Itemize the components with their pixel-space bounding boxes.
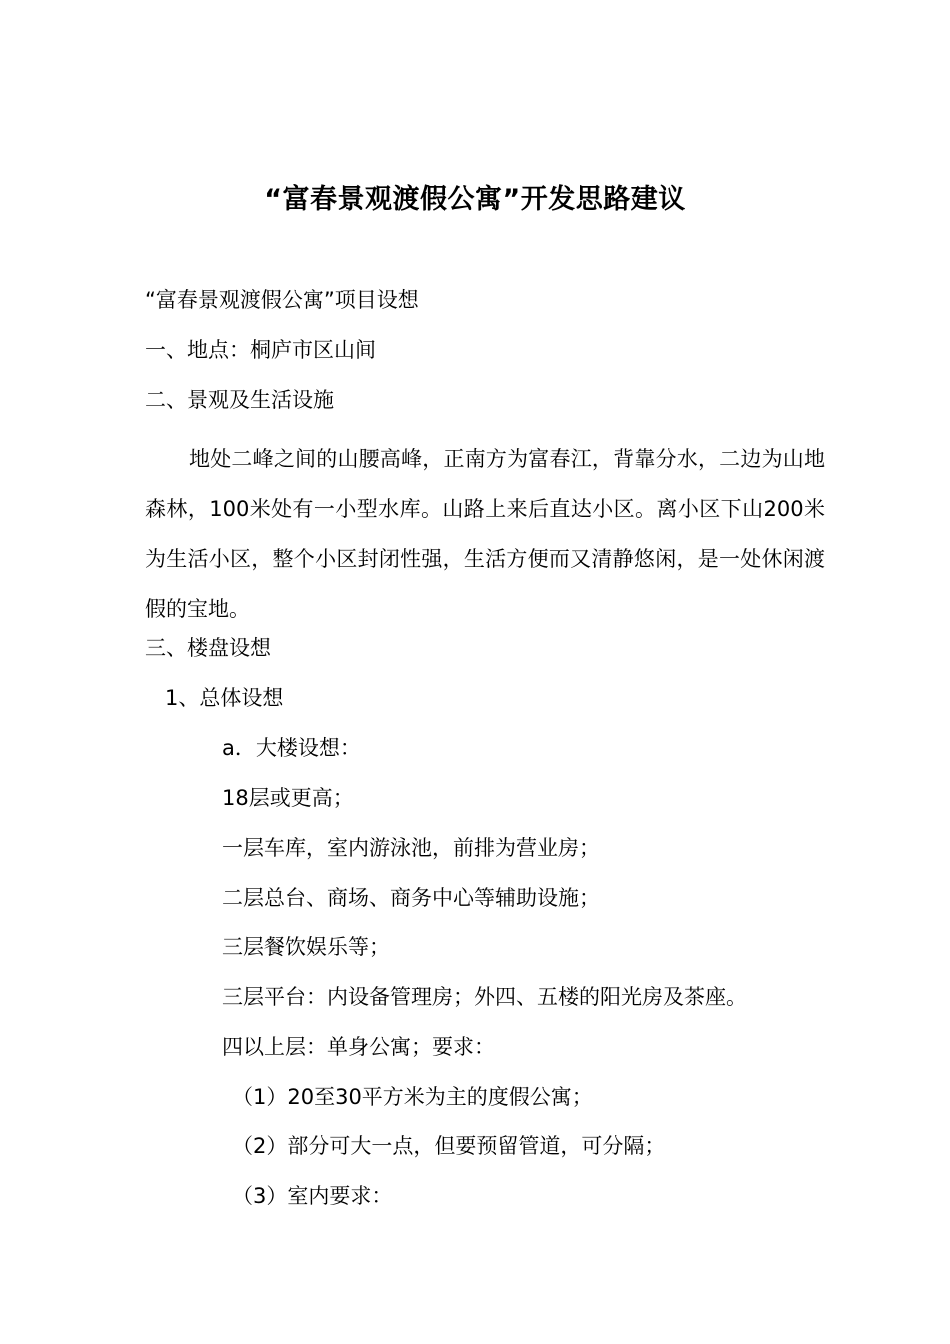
list-item: 三层平台：内设备管理房；外四、五楼的阳光房及茶座。 bbox=[222, 985, 747, 1009]
section-location: 一、地点：桐庐市区山间 bbox=[145, 338, 376, 362]
section-landscape-heading: 二、景观及生活设施 bbox=[145, 388, 334, 412]
list-item: 三层餐饮娱乐等； bbox=[222, 935, 390, 959]
requirement-item: （3）室内要求： bbox=[232, 1184, 393, 1208]
landscape-paragraph: 地处二峰之间的山腰高峰，正南方为富春江，背靠分水，二边为山地森林，100米处有一小型水库。山路上来后直达小区。离小区下山200米为生活小区，整个小区封闭性强，生活方便而又清静悠闲，是一处休闲渡假的宝地。 bbox=[145, 447, 825, 621]
list-item: 二层总台、商场、商务中心等辅助设施； bbox=[222, 886, 600, 910]
section-building-heading: 三、楼盘设想 bbox=[145, 636, 271, 660]
requirement-item: （2）部分可大一点，但要预留管道，可分隔； bbox=[232, 1134, 666, 1158]
item-building-plan: a．大楼设想： bbox=[222, 736, 361, 760]
document-title: “富春景观渡假公寓”开发思路建议 bbox=[264, 184, 686, 215]
list-item: 18层或更高； bbox=[222, 786, 354, 810]
list-item: 四以上层：单身公寓；要求： bbox=[222, 1035, 495, 1059]
requirement-item: （1）20至30平方米为主的度假公寓； bbox=[232, 1085, 593, 1109]
list-item: 一层车库，室内游泳池，前排为营业房； bbox=[222, 836, 600, 860]
project-subtitle: “富春景观渡假公寓”项目设想 bbox=[145, 288, 419, 312]
subsection-overall-plan: 1、总体设想 bbox=[165, 686, 284, 710]
